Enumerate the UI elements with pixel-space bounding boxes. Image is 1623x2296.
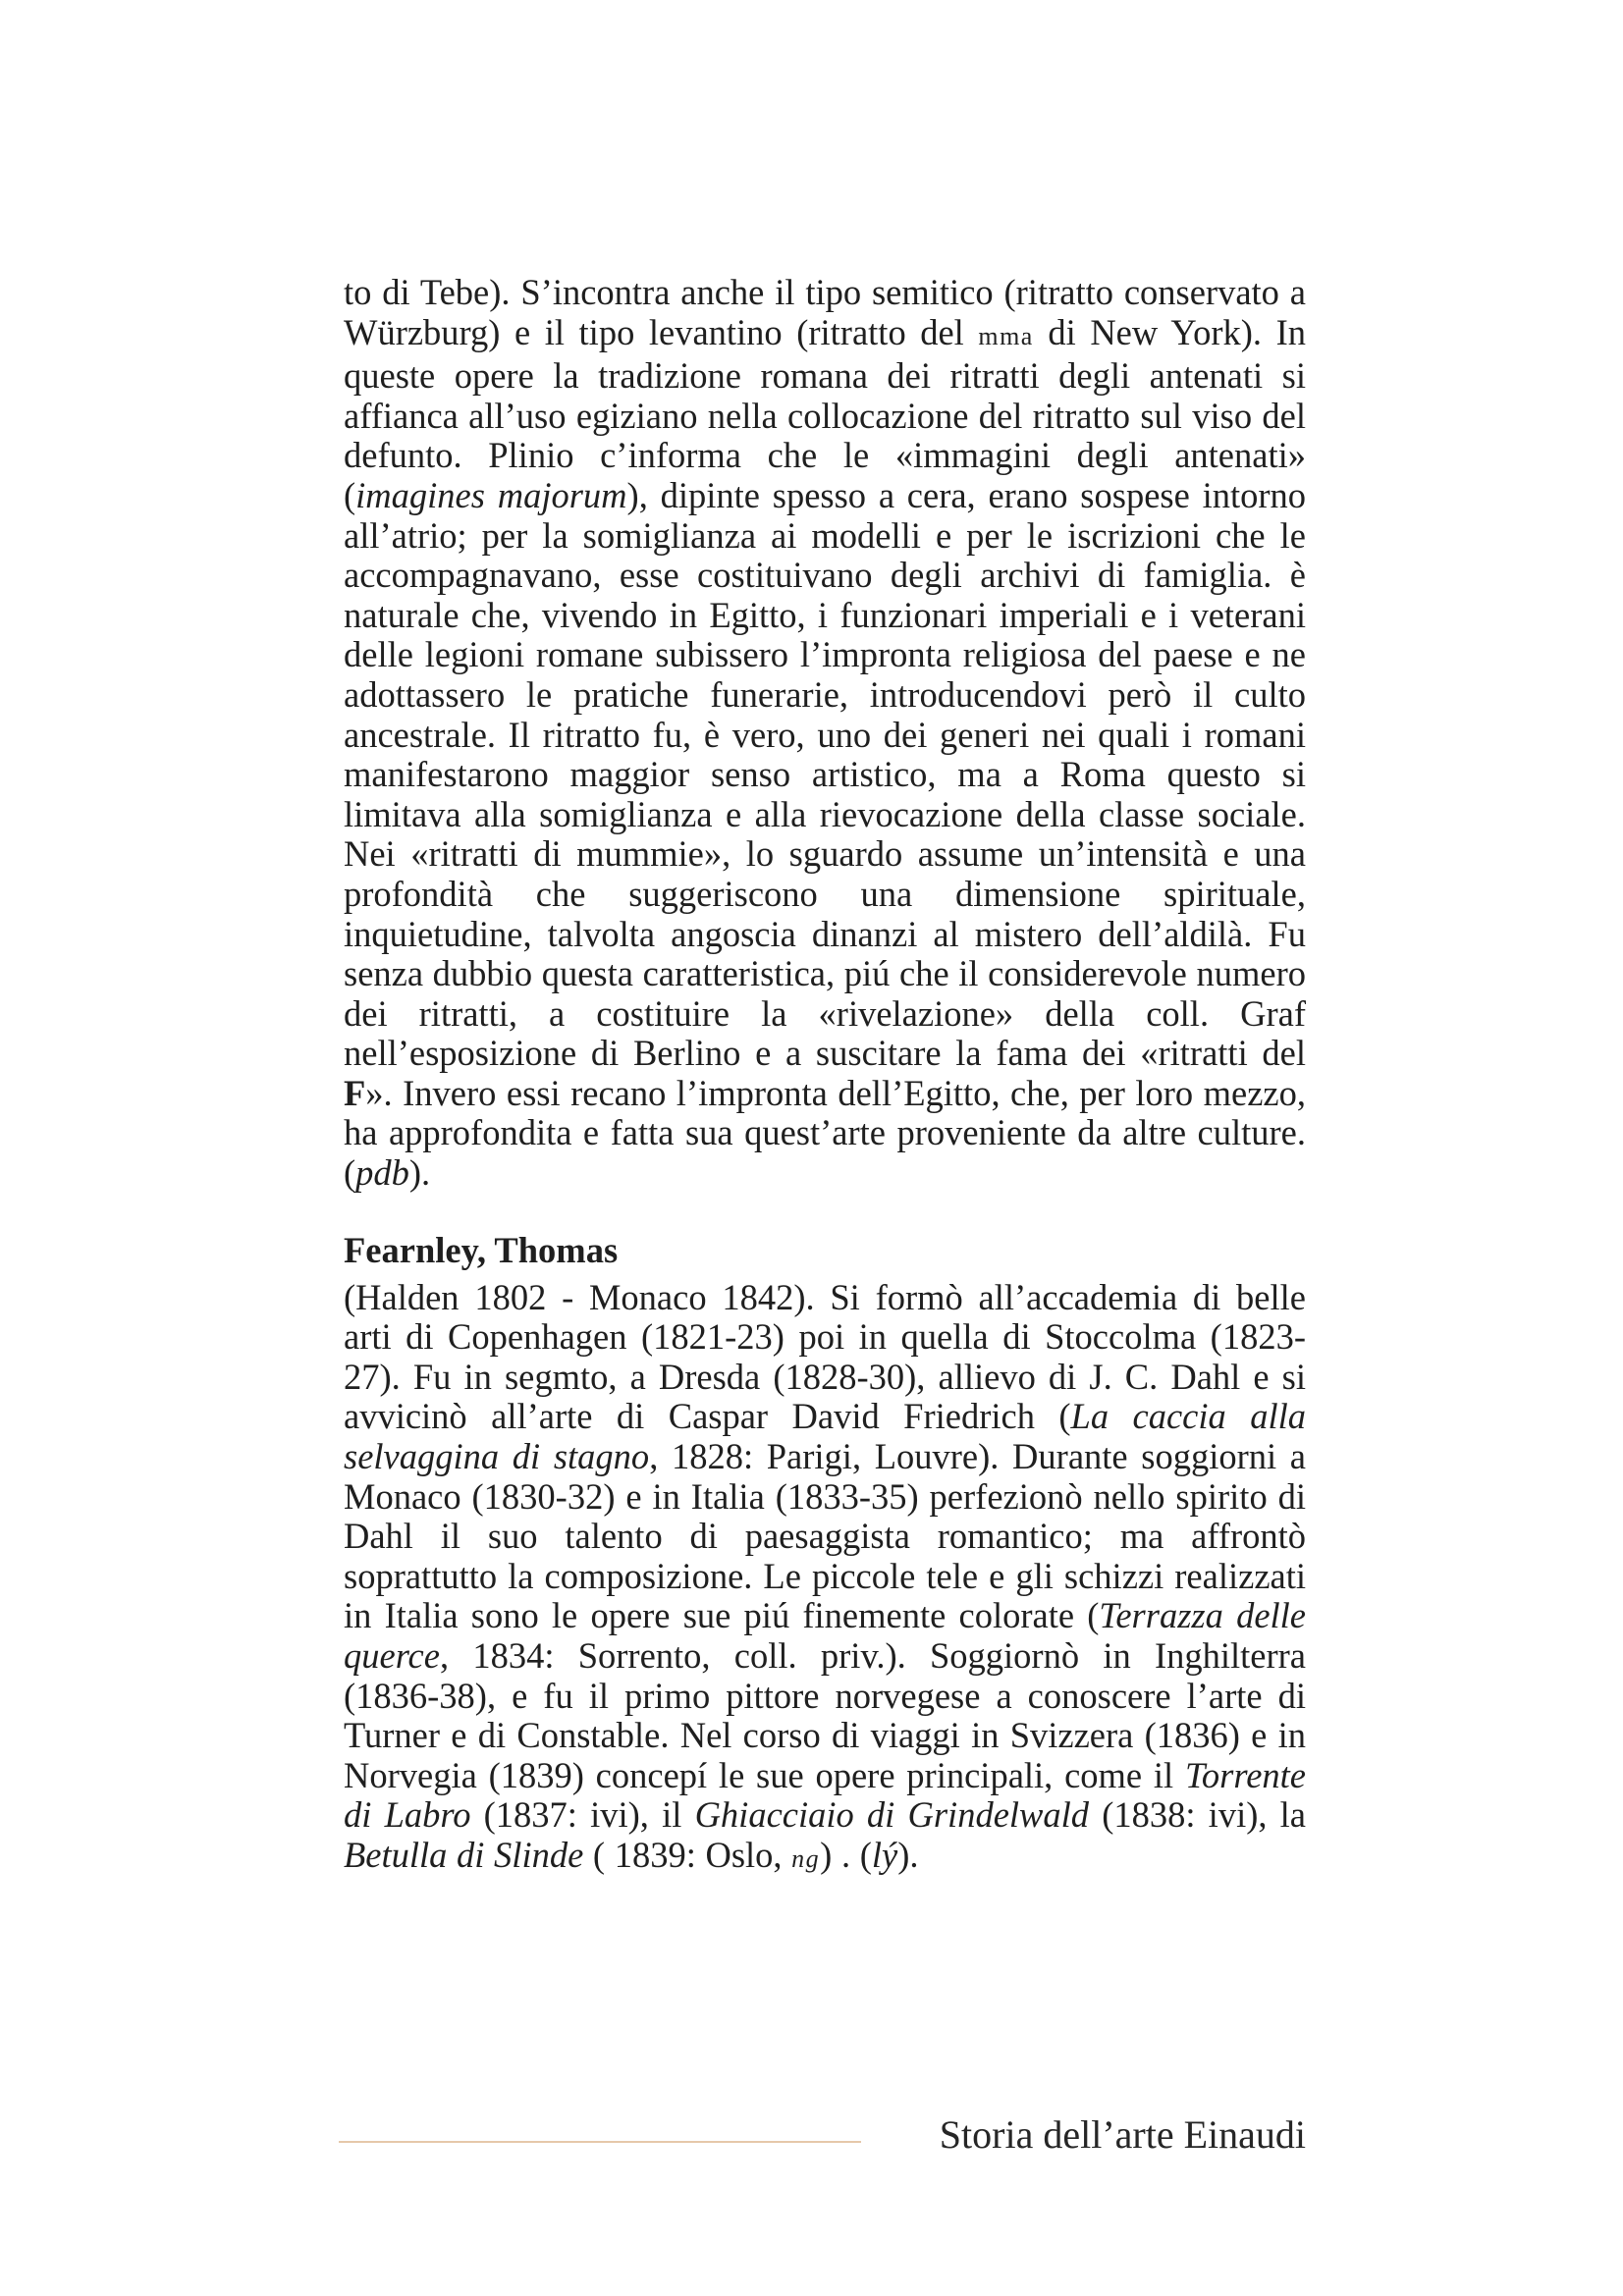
- artwork-title: Betulla di Slinde: [344, 1834, 584, 1875]
- text-run: ( 1839: Oslo,: [583, 1834, 792, 1875]
- author-initials: lý: [871, 1834, 898, 1875]
- paragraph-fearnley: [344, 1278, 1306, 1880]
- text-run: ).: [897, 1834, 919, 1875]
- text-run: to di Tebe). S’incontra anche il tipo semitico (ritratto conservato a Würzburg) e il tipo levantino (ritratto del: [344, 272, 1306, 352]
- artwork-title: Torrente di Labro: [344, 1754, 1306, 1836]
- abbreviation-mma: mma: [978, 321, 1034, 350]
- text-run: di New York). In queste opere la tradizione romana dei ritratti degli antenati si affianca all’uso egiziano nella collocazione del ritratto sul viso del defunto. Plinio c’informa che le «immagini degli antenati» (: [344, 311, 1306, 515]
- text-run: ». Invero essi recano l’impronta dell’Egitto, che, per loro mezzo, ha approfondita e fatta sua quest’arte proveniente da altre culture. (: [344, 1072, 1306, 1194]
- text-run: (1838: ivi), la: [1089, 1794, 1307, 1836]
- text-run: (Halden 1802 - Monaco 1842). Si formò all’accademia di belle arti di Copenhagen (1821-23) poi in quella di Stoccolma (1823-27). Fu in segmto, a Dresda (1828-30), allievo di J. C. Dahl e si avvicinò all’arte di Caspar David Friedrich (: [344, 1276, 1306, 1437]
- page-footer: [339, 2109, 1306, 2167]
- text-run: , 1834: Sorrento, coll. priv.). Soggiornò in Inghilterra (1836-38), e fu il primo pittore norvegese a conoscere l’arte di Turner e di Constable. Nel corso di viaggi in Svizzera (1836) e in Norvegia (1839) concepí le sue opere principali, come il: [344, 1635, 1306, 1795]
- text-run: , 1828: Parigi, Louvre). Durante soggiorni a Monaco (1830-32) e in Italia (1833-35) perfezionò nello spirito di Dahl il suo talento di paesaggista romantico; ma affrontò soprattutto la composizione. Le piccole tele e gli schizzi realizzati in Italia sono le opere sue piú finemente colorate (: [344, 1436, 1307, 1636]
- paragraph-fayum-portraits: [344, 273, 1306, 1194]
- author-initials: pdb: [355, 1152, 409, 1194]
- artwork-title: Terrazza delle querce: [344, 1595, 1307, 1676]
- abbreviation-ng: ng: [791, 1843, 821, 1873]
- text-run: ), dipinte spesso a cera, erano sospese intorno all’atrio; per la somiglianza ai modelli e per le iscrizioni che le accompagnavano, esse costituivano degli archivi di famiglia. è naturale che, vivendo in Egitto, i funzionari imperiali e i veterani delle legioni romane subissero l’impronta religiosa del paese e ne adottassero le pratiche funerarie, introducendovi però il culto ancestrale. Il ritratto fu, è vero, uno dei generi nei quali i romani manifestarono maggior senso artistico, ma a Roma questo si limitava alla somiglianza e alla rievocazione della classe sociale. Nei «ritratti di mummie», lo sguardo assume un’intensità e una profondità che suggeriscono una dimensione spirituale, inquietudine, talvolta angoscia dinanzi al mistero dell’aldilà. Fu senza dubbio questa caratteristica, piú che il considerevole numero dei ritratti, a costituire la «rivelazione» della coll. Graf nell’esposizione di Berlino e a suscitare la fama dei «ritratti del: [344, 474, 1307, 1074]
- page-body: [344, 273, 1306, 1880]
- text-run: (1837: ivi), il: [470, 1794, 695, 1836]
- footer-rule: [339, 2141, 861, 2143]
- artwork-title: La caccia alla selvaggina di stagno: [344, 1396, 1306, 1477]
- bold-entry-ref: F: [344, 1072, 366, 1113]
- footer-title: Storia dell’arte Einaudi: [939, 2112, 1306, 2157]
- artwork-title: Ghiacciaio di Grindelwald: [694, 1794, 1090, 1836]
- text-run: ).: [408, 1152, 431, 1194]
- text-run: ) . (: [820, 1834, 872, 1875]
- entry-title: Fearnley, Thomas: [344, 1229, 619, 1270]
- italic-term: imagines majorum: [355, 474, 627, 515]
